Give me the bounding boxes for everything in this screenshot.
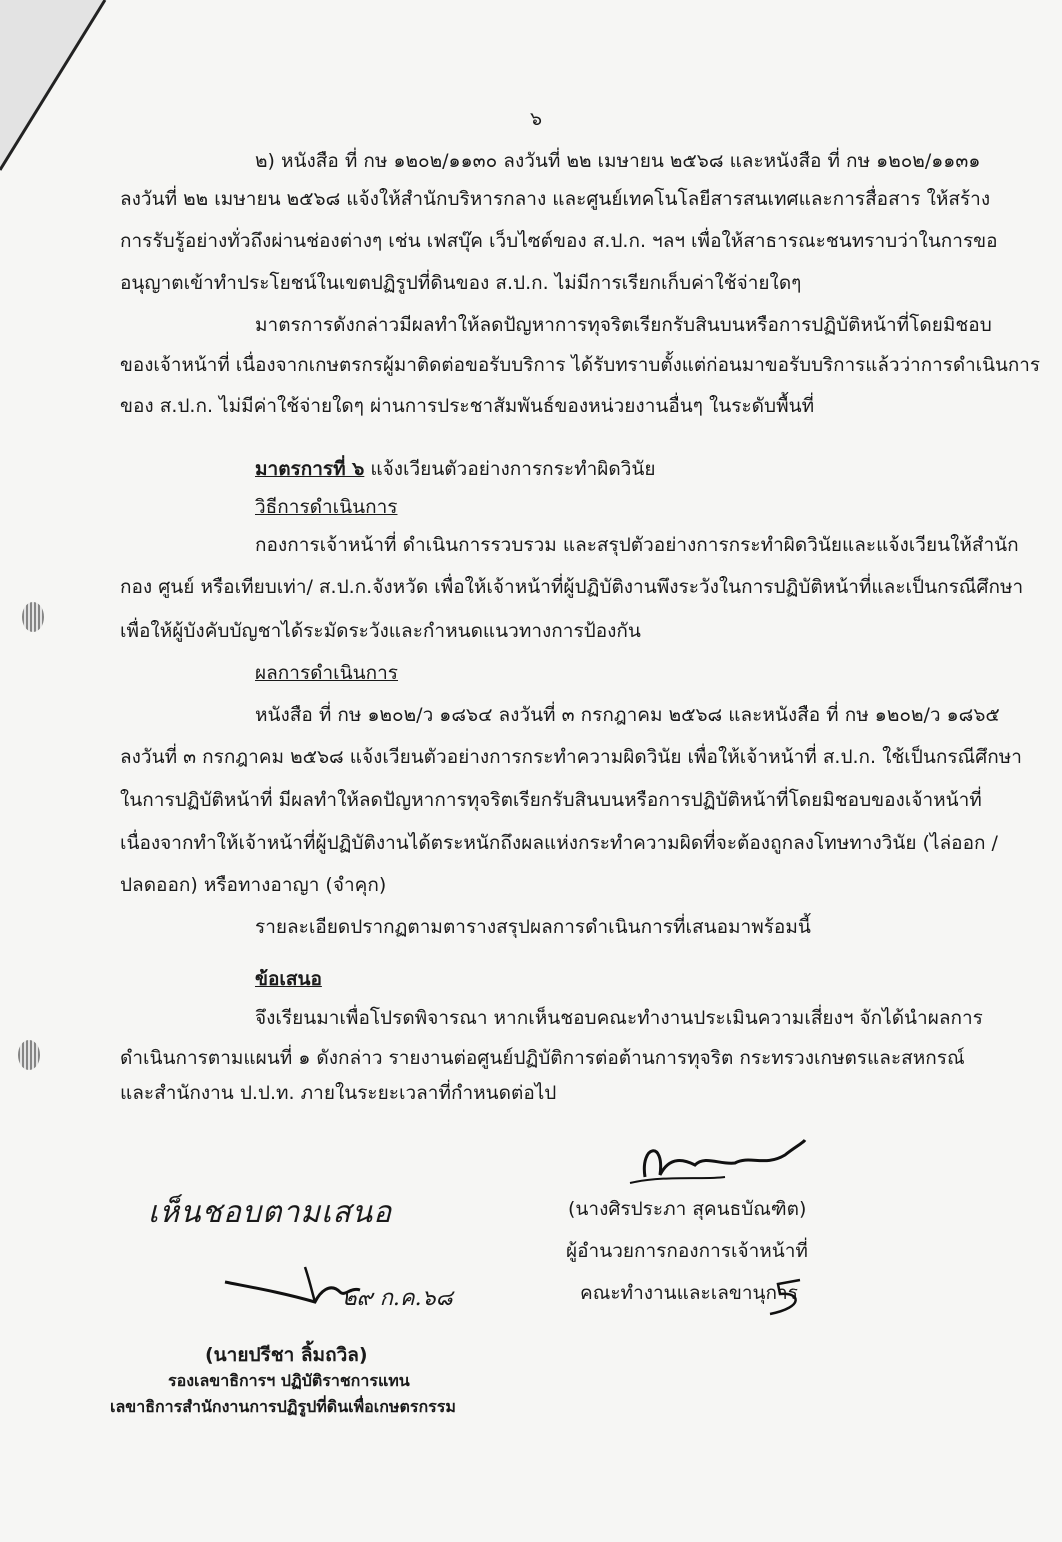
method-heading: วิธีการดำเนินการ (255, 496, 398, 518)
paragraph-line: อนุญาตเข้าทำประโยชน์ในเขตปฏิรูปที่ดินของ ส.ป.ก. ไม่มีการเรียกเก็บค่าใช้จ่ายใดๆ (120, 272, 802, 294)
paragraph-line: ลงวันที่ ๓ กรกฎาคม ๒๕๖๘ แจ้งเวียนตัวอย่างการกระทำความผิดวินัย เพื่อให้เจ้าหน้าที่ ส.ป.ก. ใช้เป็นกรณีศึกษา (120, 746, 1022, 768)
paragraph-line: กอง ศูนย์ หรือเทียบเท่า/ ส.ป.ก.จังหวัด เพื่อให้เจ้าหน้าที่ผู้ปฏิบัติงานพึงระวังในการปฏิบัติหน้าที่และเป็นกรณีศึกษา (120, 576, 1024, 598)
paragraph-line: ของ ส.ป.ก. ไม่มีค่าใช้จ่ายใดๆ ผ่านการประชาสัมพันธ์ของหน่วยงานอื่นๆ ในระดับพื้นที่ (120, 395, 815, 417)
paragraph-line: เนื่องจากทำให้เจ้าหน้าที่ผู้ปฏิบัติงานได้ตระหนักถึงผลแห่งกระทำความผิดที่จะต้องถูกลงโทษทางวินัย (ไล่ออก / (120, 832, 998, 854)
paragraph-line: ในการปฏิบัติหน้าที่ มีผลทำให้ลดปัญหาการทุจริตเรียกรับสินบนหรือการปฏิบัติหน้าที่โดยมิชอบของเจ้าหน้าที่ (120, 789, 982, 811)
paragraph-line: รายละเอียดปรากฏตามตารางสรุปผลการดำเนินการที่เสนอมาพร้อมนี้ (255, 916, 811, 938)
handwritten-date: ๒๙ ก.ค.๖๘ (342, 1286, 453, 1311)
signer-right-title: ผู้อำนวยการกองการเจ้าหน้าที่ (566, 1240, 808, 1262)
signer-right-name: (นางศิรประภา สุคนธบัณฑิต) (568, 1198, 807, 1220)
paragraph-line: ดำเนินการตามแผนที่ ๑ ดังกล่าว รายงานต่อศูนย์ปฏิบัติการต่อต้านการทุจริต กระทรวงเกษตรและสหกรณ์ (120, 1047, 965, 1069)
measure-heading (255, 456, 656, 482)
signature-right (625, 1125, 825, 1195)
measure-title: แจ้งเวียนตัวอย่างการกระทำผิดวินัย (364, 458, 656, 480)
paragraph-line: หนังสือ ที่ กษ ๑๒๐๒/ว ๑๘๖๔ ลงวันที่ ๓ กรกฎาคม ๒๕๖๘ และหนังสือ ที่ กษ ๑๒๐๒/ว ๑๘๖๕ (255, 704, 1000, 726)
paragraph-line: การรับรู้อย่างทั่วถึงผ่านช่องต่างๆ เช่น เฟสบุ๊ค เว็บไซต์ของ ส.ป.ก. ฯลฯ เพื่อให้สาธารณะชนทราบว่าในการขอ (120, 230, 998, 252)
page-number: ๖ (530, 108, 543, 130)
proposal-heading: ข้อเสนอ (255, 968, 322, 990)
paragraph-line: และสำนักงาน ป.ป.ท. ภายในระยะเวลาที่กำหนดต่อไป (120, 1082, 557, 1104)
result-heading: ผลการดำเนินการ (255, 662, 399, 684)
signer-right-role: คณะทำงานและเลขานุการ (580, 1282, 798, 1304)
paragraph-line: เพื่อให้ผู้บังคับบัญชาได้ระมัดระวังและกำหนดแนวทางการป้องกัน (120, 620, 641, 642)
signer-left-org: เลขาธิการสำนักงานการปฏิรูปที่ดินเพื่อเกษตรกรรม (110, 1397, 456, 1416)
paragraph-line: กองการเจ้าหน้าที่ ดำเนินการรวบรวม และสรุปตัวอย่างการกระทำผิดวินัยและแจ้งเวียนให้สำนัก (255, 534, 1019, 556)
signer-left-name: (นายปรีชา ลิ้มถวิล) (205, 1344, 368, 1366)
paragraph-line: ลงวันที่ ๒๒ เมษายน ๒๕๖๘ แจ้งให้สำนักบริหารกลาง และศูนย์เทคโนโลยีสารสนเทศและการสื่อสาร ให้สร้าง (120, 188, 991, 210)
handwritten-approval: เห็นชอบตามเสนอ (148, 1195, 393, 1230)
paragraph-line: มาตรการดังกล่าวมีผลทำให้ลดปัญหาการทุจริตเรียกรับสินบนหรือการปฏิบัติหน้าที่โดยมิชอบ (255, 314, 992, 336)
measure-label: มาตรการที่ ๖ (255, 458, 365, 480)
signer-left-title: รองเลขาธิการฯ ปฏิบัติราชการแทน (168, 1371, 410, 1390)
initial-mark (760, 1272, 820, 1322)
paragraph-line: ปลดออก) หรือทางอาญา (จำคุก) (120, 874, 387, 896)
paragraph-line: ของเจ้าหน้าที่ เนื่องจากเกษตรกรผู้มาติดต่อขอรับบริการ ได้รับทราบตั้งแต่ก่อนมาขอรับบริการแล้วว่าการดำเนินการ (120, 354, 1041, 376)
paragraph-line: ๒) หนังสือ ที่ กษ ๑๒๐๒/๑๑๓๐ ลงวันที่ ๒๒ เมษายน ๒๕๖๘ และหนังสือ ที่ กษ ๑๒๐๒/๑๑๓๑ (255, 150, 981, 172)
paragraph-line: จึงเรียนมาเพื่อโปรดพิจารณา หากเห็นชอบคณะทำงานประเมินความเสี่ยงฯ จักได้นำผลการ (255, 1007, 983, 1029)
